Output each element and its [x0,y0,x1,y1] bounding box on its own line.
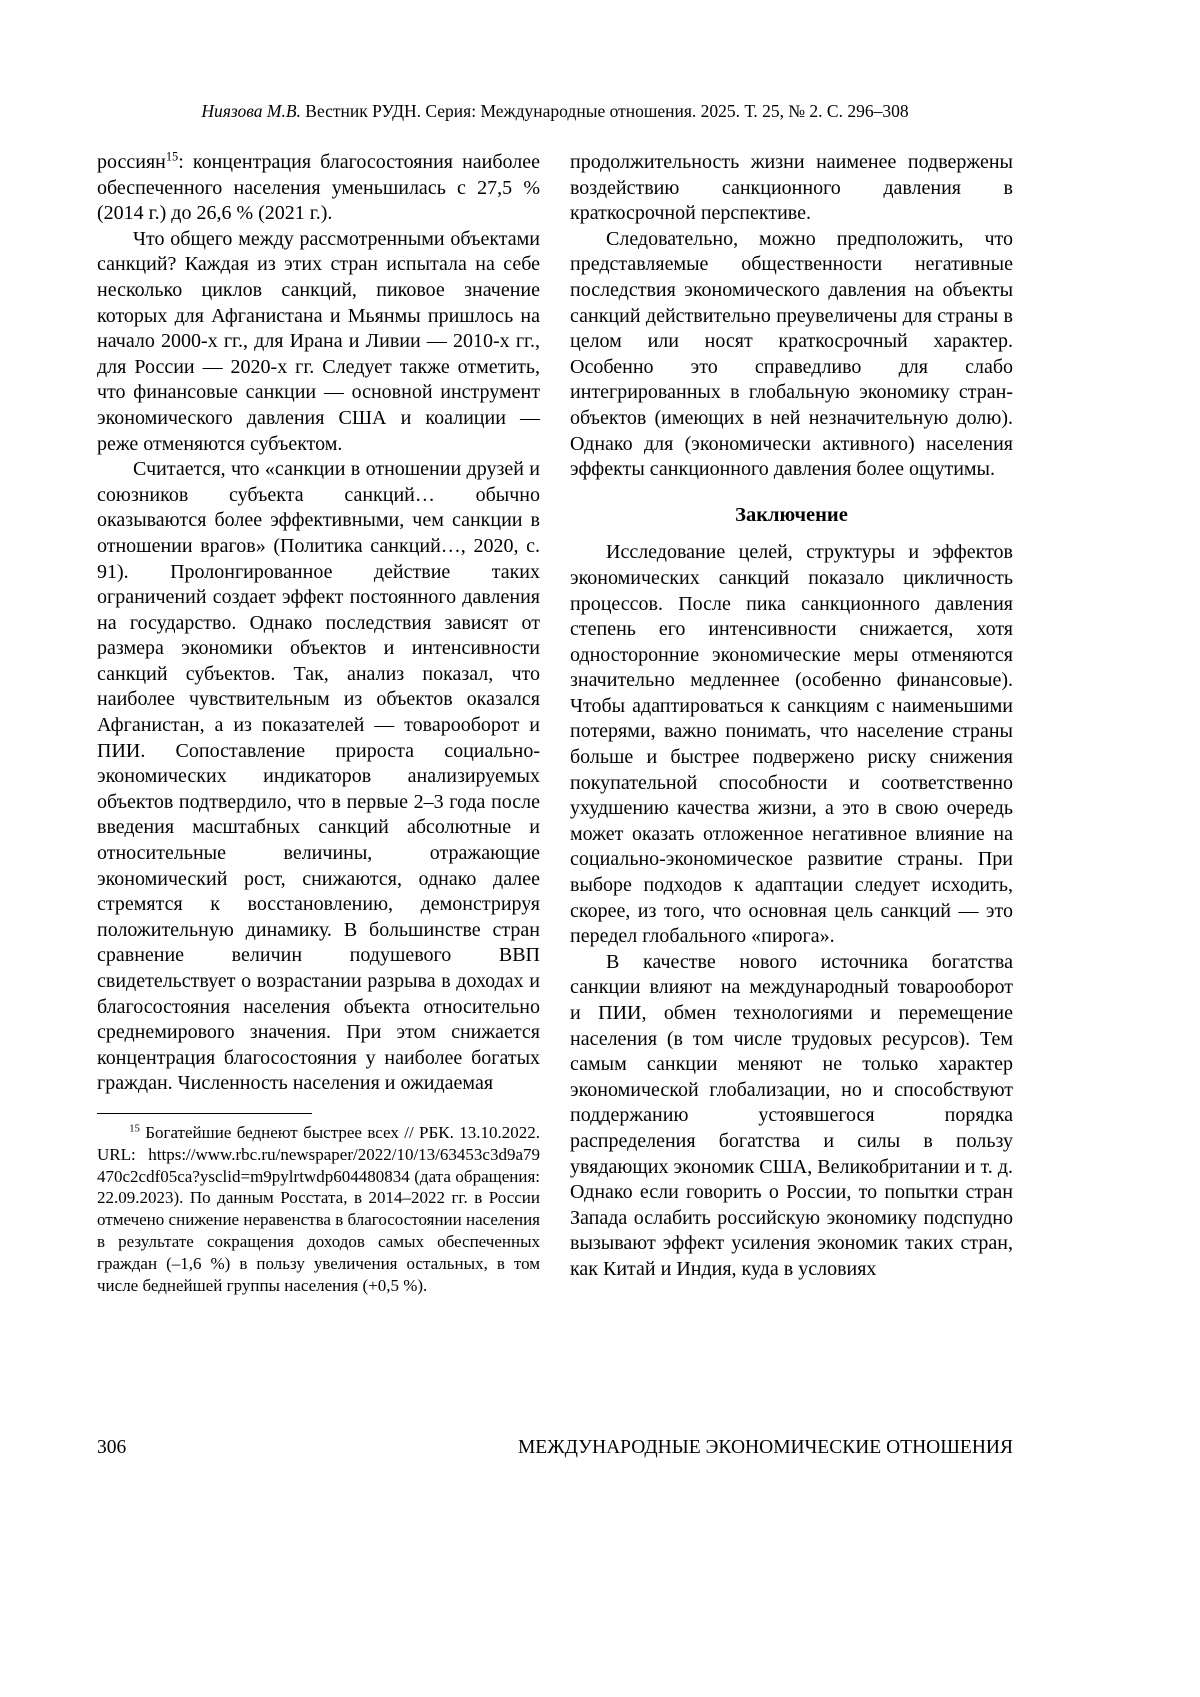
two-column-body [97,150,1013,1296]
footnote-reference: 15 [165,149,179,164]
paragraph: Исследование целей, структуры и эффектов экономических санкций показало цикличность процессов. После пика санкционного давления степень его интенсивности снижается, хотя односторонние экономические меры отменяются значительно медленнее (особенно финансовые). Чтобы адаптироваться к санкциям с наименьшими потерями, важно понимать, что население страны больше и быстрее подвержено риску снижения покупательной способности и соответственно ухудшению качества жизни, а это в свою очередь может оказать отложенное негативное влияние на социально-экономическое развитие страны. При выборе подходов к адаптации следует исходить, скорее, из того, что основная цель санкций — это передел глобального «пирога». [570,541,1013,948]
running-header [97,100,1013,122]
footnote-separator-rule [97,1113,312,1114]
running-footer [97,1436,1013,1460]
paragraph: В качестве нового источника богатства санкции влияют на международный товарооборот и ПИИ, обмен технологиями и перемещение населения (в том числе трудовых ресурсов). Тем самым санкции меняют не только характер экономической глобализации, но и способствуют поддержанию устоявшегося порядка распределения богатства и силы в пользу увядающих экономик США, Великобритании и т. д. Однако если говорить о России, то попытки стран Запада ослабить российскую экономику подспудно вызывают эффект усиления экономик таких стран, как Китай и Индия, куда в условиях [570,950,1013,1280]
footnote [97,1122,540,1296]
paragraph-continuation: продолжительность жизни наименее подвержены воздействию санкционного давления в краткосрочной перспективе. [570,151,1013,225]
header-author: Ниязова М.В. [201,101,301,121]
page-number: 306 [97,1437,127,1458]
paragraph: Считается, что «санкции в отношении друзей и союзников субъекта санкций… обычно оказываются более эффективными, чем санкции в отношении врагов» (Политика санкций…, 2020, с. 91). Пролонгированное действие таких ограничений создает эффект постоянного давления на государство. Однако последствия зависят от размера экономики объектов и интенсивности санкций субъектов. Так, анализ показал, что наиболее чувствительным из объектов оказался Афганистан, а из показателей — товарооборот и ПИИ. Сопоставление прироста социально-экономических индикаторов анализируемых объектов подтвердило, что в первые 2–3 года после введения масштабных санкций абсолютные и относительные величины, отражающие экономический рост, снижаются, однако далее стремятся к восстановлению, демонстрируя положительную динамику. В большинстве стран сравнение величин подушевого ВВП свидетельствует о возрастании разрыва в доходах и благосостояния населения объекта относительно среднемирового значения. При этом снижается концентрация благосостояния у наиболее богатых граждан. Численность населения и ожидаемая [97,458,540,1095]
paragraph: Что общего между рассмотренными объектами санкций? Каждая из этих стран испытала на себе несколько циклов санкций, пиковое значение которых для Афганистана и Мьянмы пришлось на начало 2000-х гг., для Ирана и Ливии — 2010-х гг., для России — 2020-х гг. Следует также отметить, что финансовые санкции — основной инструмент экономического давления США и коалиции — реже отменяются субъектом. [97,227,540,455]
left-column [97,150,540,1296]
right-column [570,150,1013,1296]
paragraph-text: россиян [97,151,166,173]
paragraph-text: : концентрация благосостояния наиболее обеспеченного населения уменьшилась с 27,5 % (2014 г.) до 26,6 % (2021 г.). [97,151,540,225]
footnote-text: Богатейшие беднеют быстрее всех // РБК. 13.10.2022. URL: [97,1122,540,1164]
footer-section-title: МЕЖДУНАРОДНЫЕ ЭКОНОМИЧЕСКИЕ ОТНОШЕНИЯ [517,1437,1013,1458]
paragraph: Следовательно, можно предположить, что представляемые общественности негативные последствия экономического давления на объекты санкций действительно преувеличены для страны в целом или носят краткосрочный характер. Особенно это справедливо для слабо интегрированных в глобальную экономику стран-объектов (имеющих в ней незначительную долю). Однако для (экономически активного) населения эффекты санкционного давления более ощутимы. [570,227,1013,481]
footnote-text: (дата обращения: 22.09.2023). По данным Росстата, в 2014–2022 гг. в России отмечено снижение неравенства в благосостоянии населения в результате сокращения доходов самых обеспеченных граждан (–1,6 %) в пользу увеличения остальных, в том числе беднейшей группы населения (+0,5 %). [97,1166,540,1295]
footnote-url: https://www.rbc.ru/newspaper/2022/10/13/63453c3d9a79470c2cdf05ca?ysclid=m9pylrtwdp604480834 [97,1144,540,1186]
footnote-marker: 15 [129,1123,140,1135]
paragraph-continuation [97,150,540,227]
header-citation: Вестник РУДН. Серия: Международные отношения. 2025. Т. 25, № 2. С. 296–308 [300,101,909,121]
section-heading-conclusion: Заключение [735,503,848,526]
